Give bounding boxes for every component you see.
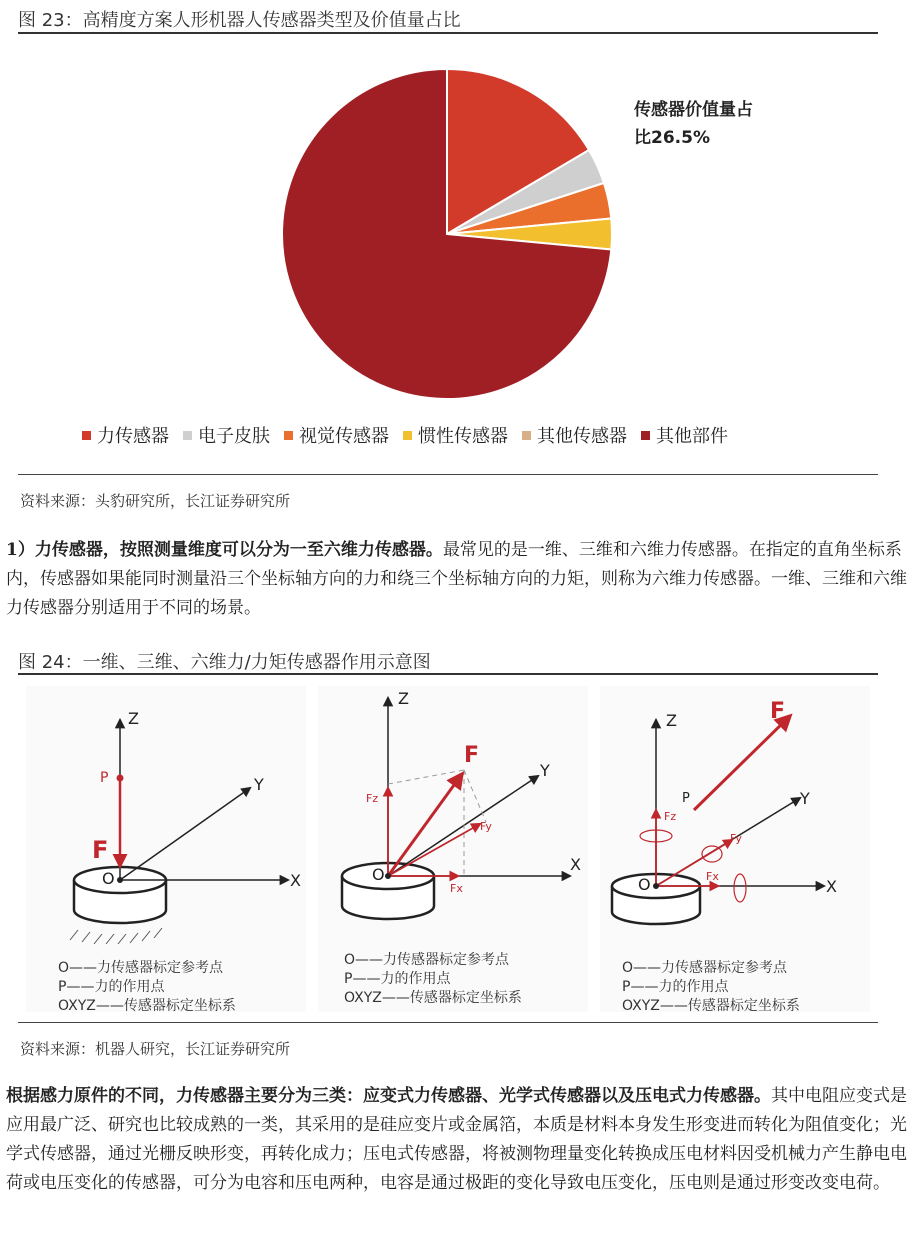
pie-chart [0, 36, 924, 476]
legend-label-3: 视觉传感器 [299, 426, 389, 447]
paragraph-2-bold: 根据感力原件的不同，力传感器主要分为三类：应变式力传感器、光学式传感器以及压电式力传感器。 [6, 1086, 771, 1106]
pie-annotation-line-1: 传感器价值量占 [634, 100, 753, 120]
panel-2-z-label: Z [398, 689, 409, 708]
figure-24-bottom-rule [18, 1022, 878, 1023]
legend-item-1 [82, 422, 169, 448]
panel-2-legend-3: OXYZ——传感器标定坐标系 [344, 990, 522, 1006]
panel-2-x-label: X [570, 855, 581, 874]
panel-six-dimensional [600, 686, 870, 1014]
panel-2-legend-2: P——力的作用点 [344, 971, 451, 987]
legend-label-1: 力传感器 [97, 426, 169, 447]
panel-3-legend-1: O——力传感器标定参考点 [622, 960, 788, 976]
force-sensor-diagram [18, 680, 878, 1020]
figure-24-title: 图 24：一维、三维、六维力/力矩传感器作用示意图 [18, 652, 431, 673]
panel-3-f-label: F [770, 699, 786, 724]
paragraph-force-sensor [6, 536, 918, 623]
panel-3-fy-label: Fy [730, 832, 742, 845]
panel-2-f-label: F [464, 743, 480, 768]
legend-swatch-4 [403, 431, 412, 440]
panel-3-fz-label: Fz [664, 810, 677, 823]
legend-item-3 [284, 422, 389, 448]
panel-2-fz-label: Fz [366, 792, 379, 805]
legend-label-4: 惯性传感器 [418, 426, 508, 447]
panel-one-dimensional [26, 686, 306, 1014]
legend-swatch-5 [522, 431, 531, 440]
panel-1-z-label: Z [128, 709, 139, 728]
panel-2-fx-label: Fx [450, 882, 463, 895]
figure-24-top-rule [18, 673, 878, 675]
pie-annotation [634, 96, 753, 152]
panel-3-legend-3: OXYZ——传感器标定坐标系 [622, 998, 800, 1014]
panel-1-legend-2: P——力的作用点 [58, 979, 165, 995]
legend-label-5: 其他传感器 [537, 426, 627, 447]
figure-23-top-rule [18, 32, 878, 34]
figure-23-title: 图 23：高精度方案人形机器人传感器类型及价值量占比 [18, 10, 461, 31]
panel-three-dimensional [318, 686, 588, 1012]
panel-1-f-label: F [92, 836, 109, 864]
panel-1-origin-dot [117, 877, 123, 883]
legend-item-6 [641, 422, 728, 448]
panel-3-z-label: Z [666, 711, 677, 730]
figure-24-source: 资料来源：机器人研究，长江证券研究所 [20, 1040, 291, 1058]
legend-item-2 [183, 422, 270, 448]
panel-3-x-label: X [826, 877, 837, 896]
panel-2-fy-label: Fy [480, 820, 492, 833]
pie-chart-svg [0, 36, 924, 416]
panel-2-o-label: O [372, 865, 385, 884]
panel-3-p-label: P [682, 791, 690, 806]
legend-swatch-2 [183, 431, 192, 440]
panel-2-origin-dot [385, 873, 391, 879]
legend-item-4 [403, 422, 508, 448]
panel-2-y-label: Y [540, 761, 550, 780]
paragraph-1-bold: 1）力传感器，按照测量维度可以分为一至六维力传感器。 [6, 540, 443, 560]
panel-1-point-p [117, 775, 124, 782]
legend-label-2: 电子皮肤 [198, 426, 270, 447]
panel-3-fx-label: Fx [706, 870, 719, 883]
pie-legend [82, 422, 728, 448]
legend-swatch-1 [82, 431, 91, 440]
panel-1-x-label: X [290, 871, 301, 890]
panel-2-legend-1: O——力传感器标定参考点 [344, 952, 510, 968]
panel-3-origin-dot [653, 883, 659, 889]
panel-1-legend-3: OXYZ——传感器标定坐标系 [58, 998, 236, 1014]
paragraph-force-sensor-types [6, 1082, 918, 1198]
panel-3-y-label: Y [800, 789, 810, 808]
panel-3-legend-2: P——力的作用点 [622, 979, 729, 995]
panel-1-legend-1: O——力传感器标定参考点 [58, 960, 224, 976]
panel-3-o-label: O [638, 875, 651, 894]
paragraph-1-text: 最常见的是一维、三维和六维力传感器。在指定的直角坐标系内，传感器如果能同时测量沿三个坐标轴方向的力和绕三个坐标轴方向的力矩，则称为六维力传感器。一维、三维和六维力传感器分别适用于不同的场景。 [6, 540, 907, 618]
panel-1-y-label: Y [254, 775, 264, 794]
legend-swatch-3 [284, 431, 293, 440]
panel-1-o-label: O [102, 869, 115, 888]
pie-annotation-line-2: 比26.5% [634, 128, 710, 148]
figure-23-bottom-rule [18, 474, 878, 475]
legend-item-5 [522, 422, 627, 448]
paragraph-2-text: 其中电阻应变式是应用最广泛、研究也比较成熟的一类，其采用的是硅应变片或金属箔，本质是材料本身发生形变进而转化为阻值变化；光学式传感器，通过光栅反映形变，再转化成力；压电式传感器，将被测物理量变化转换成压电材料因受机械力产生静电电荷或电压变化的传感器，可分为电容和压电两种，电容是通过极距的变化导致电压变化，压电则是通过形变改变电荷。 [6, 1086, 907, 1193]
legend-swatch-6 [641, 431, 650, 440]
legend-label-6: 其他部件 [656, 426, 728, 447]
figure-23-source: 资料来源：头豹研究所，长江证券研究所 [20, 492, 291, 510]
panel-1-p-label: P [100, 770, 109, 786]
